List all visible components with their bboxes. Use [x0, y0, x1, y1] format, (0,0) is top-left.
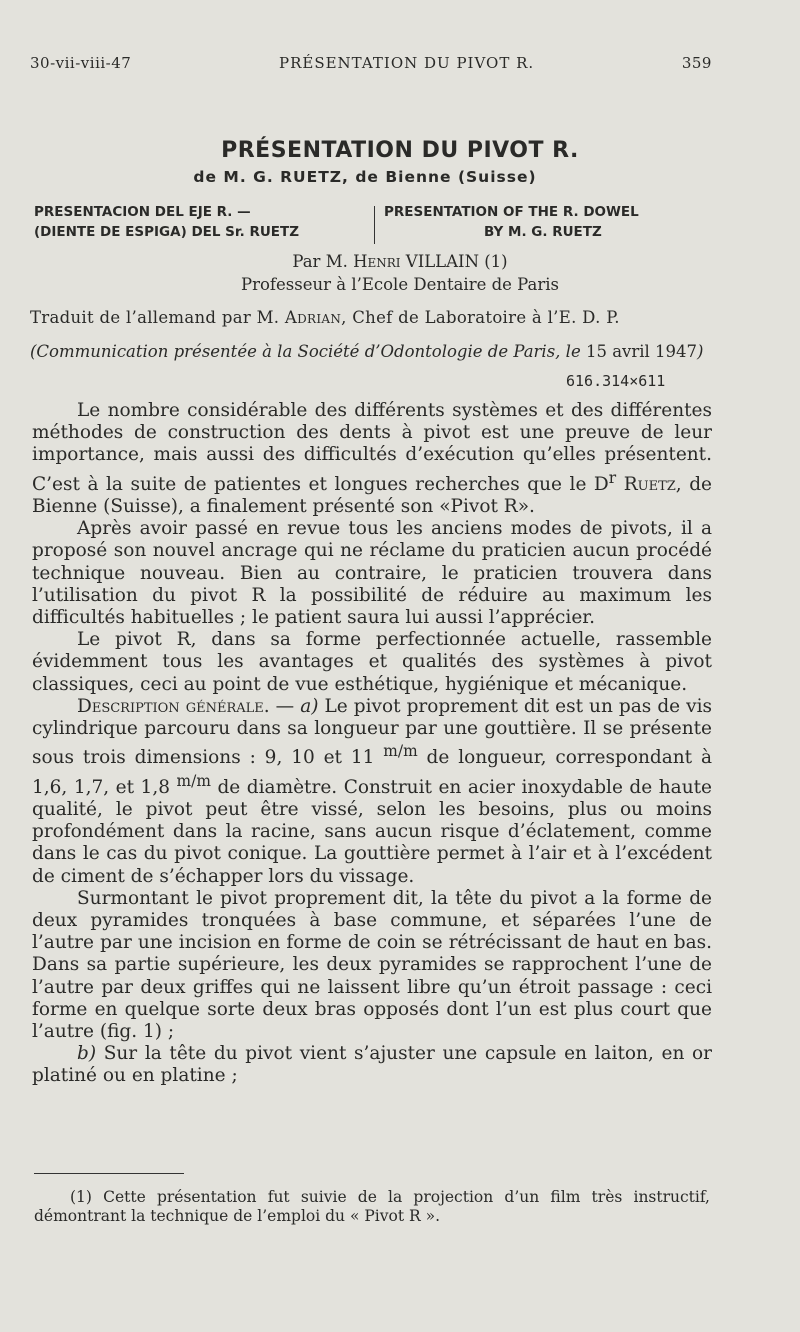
- paragraph-4-text-b: de longueur, correspondant à 1,6, 1,7, et 1,8: [32, 747, 712, 798]
- spanish-title-line-2: (DIENTE DE ESPIGA) DEL Sr. RUETZ: [34, 224, 300, 240]
- paragraph-5: Surmontant le pivot proprement dit, la tête du pivot a la forme de deux pyramides tronquées à base commune, et séparées l’une de l’autre par une incision en forme de coin se rétrécissant de haut en bas. Dans sa partie supérieure, les deux pyramides se rapprochent l’une de l’autre par deux griffes qui ne laissent libre qu’un étroit passage : ceci forme en quelque sorte deux bras opposés dont l’un est plus court que l’autre (fig. 1) ;: [32, 887, 712, 1042]
- paragraph-4-text-a: Le pivot proprement dit est un pas de vis cylindrique parcouru dans sa longueur par une gouttière. Il se présente sous trois dimensions : 9, 10 et 11: [32, 695, 712, 769]
- paragraph-1-text: Le nombre considérable des différents systèmes et des différentes méthodes de construction des dents à pivot est une preuve de leur importance, mais aussi des difficultés d’exécution qu’elles présentent. C’est à la suite de patientes et longues recherches que le D: [32, 400, 712, 495]
- footnote-rule: [34, 1173, 184, 1174]
- paragraph-1-end: , de Bienne (Suisse), a finalement présenté son «Pivot R».: [32, 473, 712, 517]
- paragraph-1: [32, 400, 712, 518]
- author-line: [0, 252, 800, 271]
- item-label-b: b): [77, 1043, 97, 1065]
- running-head-title: PRÉSENTATION DU PIVOT R.: [279, 54, 535, 72]
- article-title: PRÉSENTATION DU PIVOT R.: [221, 138, 579, 163]
- english-title-line-2: BY M. G. RUETZ: [484, 224, 602, 240]
- communication-text: (Communication présentée à la Société d’Odontologie de Paris, le: [30, 342, 581, 361]
- paragraph-4: [32, 696, 712, 888]
- author-prefix: Par M.: [292, 252, 348, 271]
- paragraph-4-text-c: de diamètre. Construit en acier inoxydable de haute qualité, le pivot peut être vissé, selon les besoins, plus ou moins profondément dans la racine, sans aucun risque d’éclatement, comme dans le cas du pivot conique. La gouttière permet à l’air et à l’excédent de ciment de s’échapper lors du vissage.: [32, 776, 712, 887]
- page-number: 359: [681, 54, 712, 72]
- item-label-a: a): [300, 695, 319, 717]
- translator-suffix: , Chef de Laboratoire à l’E. D. P.: [341, 308, 620, 327]
- paragraph-3: Le pivot R, dans sa forme perfectionnée actuelle, rassemble évidemment tous les avantages et qualités des systèmes à pivot classiques, ceci au point de vue esthétique, hygiénique et mécanique.: [32, 629, 712, 695]
- unit-mm-2: m/m: [176, 771, 211, 790]
- english-title-line-1: PRESENTATION OF THE R. DOWEL: [384, 204, 639, 220]
- translator-line: [30, 308, 730, 327]
- heading-dash: —: [269, 695, 301, 717]
- paragraph-6: [32, 1043, 712, 1087]
- translator-prefix: Traduit de l’allemand par M.: [30, 308, 280, 327]
- footnote: (1) Cette présentation fut suivie de la projection d’un film très instructif, démontrant la technique de l’emploi du « Pivot R ».: [34, 1188, 710, 1225]
- author-affiliation: Professeur à l’Ecole Dentaire de Paris: [240, 275, 560, 294]
- spanish-title-line-1: PRESENTACION DEL EJE R. —: [34, 204, 251, 220]
- paragraph-6-text: Sur la tête du pivot vient s’ajuster une capsule en laiton, en or platiné ou en platine ;: [32, 1043, 712, 1087]
- author-last-name: VILLAIN: [405, 252, 479, 271]
- spanish-title: [34, 202, 374, 242]
- article-body: [32, 400, 712, 1088]
- communication-line: [30, 342, 730, 361]
- doctor-sup: r: [608, 468, 617, 487]
- article-byline: de M. G. RUETZ, de Bienne (Suisse): [193, 168, 537, 186]
- running-head: [30, 54, 712, 72]
- author-first-name: Henri: [353, 252, 401, 271]
- running-head-date: 30-vii-viii-47: [30, 54, 132, 72]
- communication-date: 15 avril 1947: [585, 342, 698, 361]
- paragraph-2: Après avoir passé en revue tous les anciens modes de pivots, il a proposé son nouvel ancrage qui ne réclame du praticien aucun procédé technique nouveau. Bien au contraire, le praticien trouvera dans l’utilisation du pivot R la possibilité de réduire au maximum les difficultés habituelles ; le patient saura lui aussi l’apprécier.: [32, 518, 712, 628]
- unit-mm-1: m/m: [383, 742, 418, 761]
- ruetz-name: Ruetz: [623, 473, 676, 495]
- translator-name: Adrian: [284, 308, 342, 327]
- classification-code: 616.314×611: [566, 372, 666, 390]
- title-divider: [374, 206, 375, 244]
- section-heading: Description générale.: [77, 695, 270, 717]
- english-title: [384, 202, 714, 242]
- communication-close: ): [697, 342, 704, 361]
- footnote-ref[interactable]: (1): [484, 252, 508, 271]
